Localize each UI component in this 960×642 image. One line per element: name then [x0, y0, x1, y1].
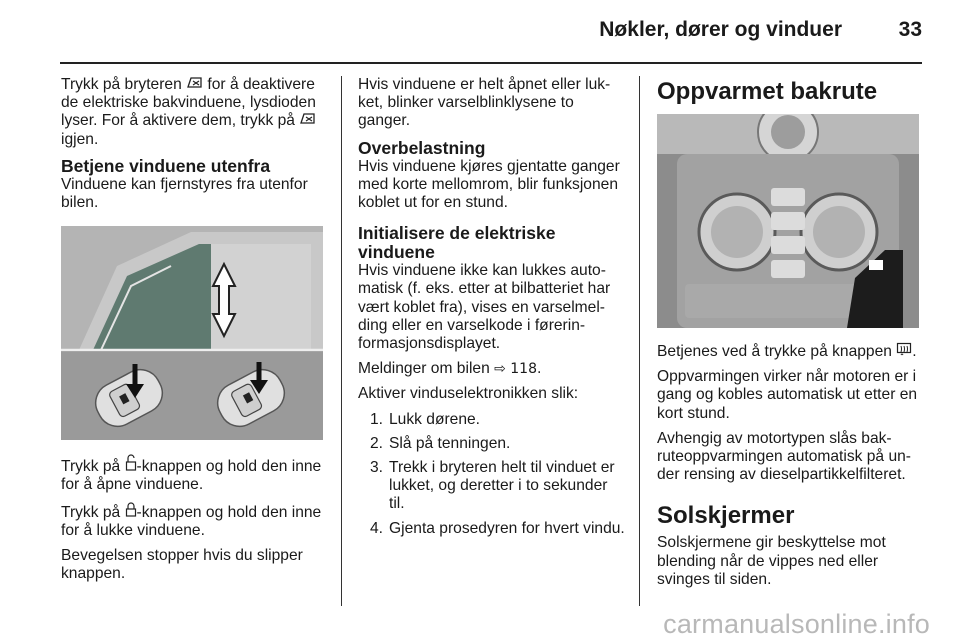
- rear-window-heating-icon: [896, 343, 912, 360]
- paragraph-heating-works: Oppvarmingen virker når motoren er i gang og kobles automatisk ut etter en kort stund.: [657, 368, 918, 422]
- paragraph-operate-button: Betjenes ved å trykke på knappen .: [657, 343, 917, 360]
- list-item: 2. Slå på tenningen.: [370, 434, 511, 452]
- list-item: 3. Trekk i bryteren helt til vinduet er lukket, og deretter i to sekunder til.: [370, 459, 615, 513]
- heading-heated-rear-window: Oppvarmet bakrute: [657, 78, 878, 105]
- unlock-key-icon: [125, 458, 137, 475]
- paragraph-diesel-filter: Avhengig av motortypen slås bak-ruteoppvarmingen automatisk på un-der rensing av dieselpartikkelfilteret.: [657, 429, 911, 484]
- reference-arrow-icon[interactable]: ⇨ 118.: [494, 361, 542, 378]
- paragraph-vehicle-messages: Meldinger om bilen ⇨ 118.: [358, 360, 542, 378]
- paragraph-open-windows: Trykk på -knappen og hold den inne for å åpne vinduene.: [61, 454, 327, 494]
- paragraph-close-windows: Trykk på -knappen og hold den inne for å lukke vinduene.: [61, 503, 322, 539]
- page-number: 33: [898, 18, 922, 41]
- paragraph-sun-visors: Solskjermene gir beskyttelse mot blending når de vippes ned eller svinges til siden.: [657, 534, 886, 588]
- paragraph-remote: Vinduene kan fjernstyres fra utenfor bilen.: [61, 175, 308, 212]
- list-item: 4. Gjenta prosedyren for hvert vindu.: [370, 519, 625, 537]
- heading-operate-outside: Betjene vinduene utenfra: [61, 155, 271, 176]
- watermark: carmanualsonline.info: [663, 609, 930, 639]
- rear-window-lock-icon: [299, 112, 316, 129]
- heading-initialize: Initialisere de elektriske vinduene: [358, 223, 556, 263]
- paragraph-hazard-blink: Hvis vinduene er helt åpnet eller luk-ket, blinker varselblinklysene to ganger.: [358, 76, 611, 130]
- key-remote-illustration: [61, 226, 323, 440]
- header-rule: [60, 62, 922, 64]
- heading-overload: Overbelastning: [358, 137, 486, 158]
- steps-list: [358, 411, 626, 538]
- column-divider-1: [341, 76, 342, 606]
- column-2: [358, 76, 626, 544]
- column-divider-2: [639, 76, 640, 606]
- header-title: Nøkler, dører og vinduer: [599, 18, 842, 41]
- column-1: [61, 76, 327, 590]
- paragraph-stop: Bevegelsen stopper hvis du slipper knappen.: [61, 547, 303, 583]
- paragraph-initialize: Hvis vinduene ikke kan lukkes auto-matisk (f. eks. etter at bilbatteriet har vært koblet fra), vises en varselmel-ding eller en varselkode i førerin-formasjonsdisplayet.: [358, 262, 611, 353]
- paragraph-overload: Hvis vinduene kjøres gjentatte ganger med korte mellomrom, blir funksjonen koblet ut for en stund.: [358, 157, 620, 212]
- paragraph-activate: Aktiver vinduselektronikken slik:: [358, 385, 579, 403]
- list-item: 1. Lukk dørene.: [370, 410, 481, 428]
- lock-key-icon: [125, 504, 137, 521]
- heading-sun-visors: Solskjermer: [657, 502, 795, 530]
- column-3: [657, 76, 923, 596]
- paragraph-rear-window-lock: Trykk på bryteren for å deaktivere de elektriske bakvinduene, lysdioden lyser. For å aktivere dem, trykk på igjen.: [61, 76, 316, 148]
- rear-window-lock-icon: [186, 76, 203, 93]
- climate-control-illustration: [657, 114, 919, 328]
